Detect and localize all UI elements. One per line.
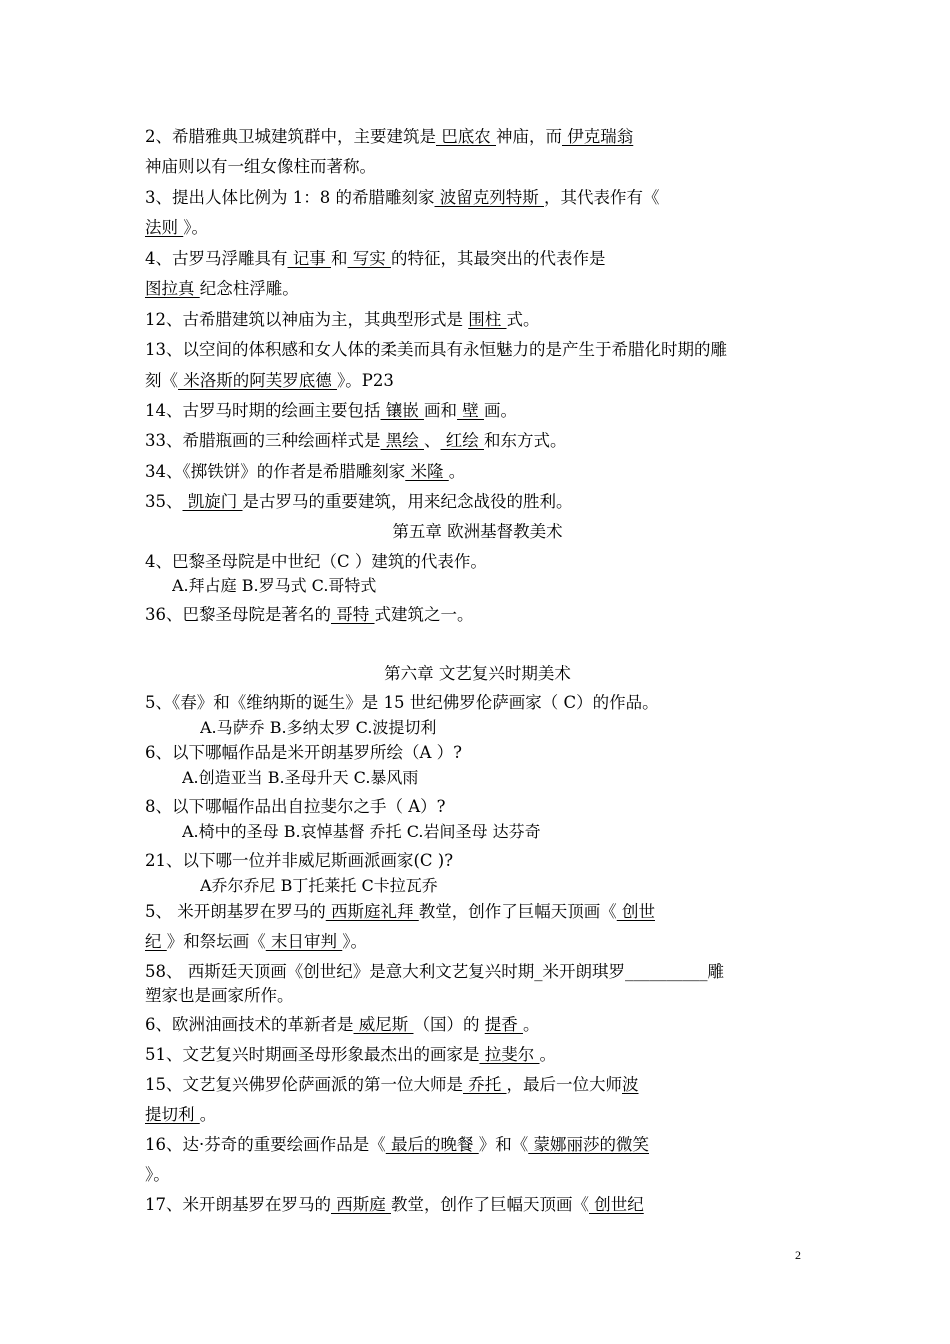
- question-line: [145, 339, 810, 361]
- line-text: 》和祭坛画《: [166, 932, 266, 951]
- line-text: （国）的: [413, 1015, 485, 1034]
- answer-blank: 西斯庭礼拜: [325, 902, 419, 921]
- line-text: 21、以下哪一位并非威尼斯画派画家(C )?: [145, 851, 454, 870]
- chapter-heading: [145, 521, 810, 543]
- answer-options: [172, 575, 837, 597]
- question-line: [145, 156, 810, 178]
- question-line: [145, 1074, 810, 1096]
- line-text: 35、: [145, 492, 183, 511]
- line-text: 。: [199, 1105, 217, 1124]
- answer-blank: 法则: [145, 218, 184, 237]
- line-text: 和东方式。: [484, 431, 567, 450]
- line-text: 的特征，其最突出的代表作是: [391, 249, 606, 268]
- line-text: 5、 米开朗基罗在罗马的: [145, 902, 326, 921]
- question-line: [145, 1014, 810, 1036]
- answer-blank: 米隆: [405, 462, 449, 481]
- answer-blank: 提香: [484, 1015, 523, 1034]
- question-line: [145, 309, 810, 331]
- line-text: 是古罗马的重要建筑，用来纪念战役的胜利。: [242, 492, 573, 511]
- answer-options: [182, 767, 847, 789]
- question-line: [145, 217, 810, 239]
- answer-blank: 最后的晚餐: [385, 1135, 479, 1154]
- answer-options: [200, 717, 865, 739]
- line-text: 式建筑之一。: [374, 605, 474, 624]
- answer-blank: 末日审判: [265, 932, 343, 951]
- line-text: 4、巴黎圣母院是中世纪（C ）建筑的代表作。: [145, 552, 487, 571]
- chapter-heading: [145, 663, 810, 685]
- line-text: 17、米开朗基罗在罗马的: [145, 1195, 331, 1214]
- line-text: A乔尔乔尼 B丁托莱托 C卡拉瓦乔: [200, 876, 438, 895]
- line-text: 33、希腊瓶画的三种绘画样式是: [145, 431, 381, 450]
- line-text: 14、古罗马时期的绘画主要包括: [145, 401, 381, 420]
- question-line: [145, 742, 810, 764]
- line-text: 。: [539, 1045, 556, 1064]
- line-text: 画和: [424, 401, 457, 420]
- answer-blank: 蒙娜丽莎的微笑: [528, 1135, 649, 1154]
- line-text: 神庙则以有一组女像柱而著称。: [145, 157, 376, 176]
- question-line: [145, 491, 810, 513]
- line-text: 6、以下哪幅作品是米开朗基罗所绘（A ）?: [145, 743, 463, 762]
- question-line: [145, 370, 810, 392]
- line-text: 和: [331, 249, 348, 268]
- answer-blank: 记事: [287, 249, 331, 268]
- answer-blank: 西斯庭: [331, 1195, 391, 1214]
- answer-blank: 围柱: [468, 310, 507, 329]
- answer-blank: 凯旋门: [182, 492, 243, 511]
- line-text: 第五章 欧洲基督教美术: [392, 522, 563, 541]
- line-text: 12、古希腊建筑以神庙为主，其典型形式是: [145, 310, 469, 329]
- line-text: 8、以下哪幅作品出自拉斐尔之手（ A）?: [145, 797, 446, 816]
- answer-blank: 乔托: [463, 1075, 507, 1094]
- line-text: A.马萨乔 B.多纳太罗 C.波提切利: [200, 718, 437, 737]
- question-line: [145, 850, 810, 872]
- question-line: [145, 901, 810, 923]
- line-text: 纪念柱浮雕。: [199, 279, 299, 298]
- line-text: A.椅中的圣母 B.哀悼基督 乔托 C.岩间圣母 达芬奇: [182, 822, 541, 841]
- question-line: [145, 400, 810, 422]
- answer-blank: 创世: [616, 902, 655, 921]
- line-text: 》和《: [478, 1135, 529, 1154]
- answer-blank: 哥特: [331, 605, 375, 624]
- answer-blank: 波留克列特斯: [434, 188, 544, 207]
- answer-blank: 红绘: [440, 431, 484, 450]
- line-text: 5、《春》和《维纳斯的诞生》是 15 世纪佛罗伦萨画家（ C）的作品。: [145, 693, 659, 712]
- question-line: [145, 248, 810, 270]
- answer-blank: 镶嵌: [380, 401, 424, 420]
- answer-blank: 创世纪: [589, 1195, 644, 1214]
- line-text: 塑家也是画家所作。: [145, 986, 294, 1005]
- question-line: [145, 551, 810, 573]
- answer-blank: 波: [622, 1075, 639, 1094]
- page-number: 2: [795, 1248, 801, 1262]
- line-text: 》。: [145, 1165, 170, 1184]
- answer-blank: 巴底农: [436, 127, 496, 146]
- line-text: 6、欧洲油画技术的革新者是: [145, 1015, 354, 1034]
- line-text: 第六章 文艺复兴时期美术: [384, 664, 571, 683]
- question-line: [145, 126, 810, 148]
- line-text: 教堂，创作了巨幅天顶画《: [391, 1195, 589, 1214]
- line-text: 》。: [183, 218, 208, 237]
- line-text: 、: [424, 431, 441, 450]
- line-text: 》。P23: [337, 371, 394, 390]
- question-line: [145, 278, 810, 300]
- line-text: 4、古罗马浮雕具有: [145, 249, 288, 268]
- question-line: [145, 692, 810, 714]
- answer-blank: 图拉真: [145, 279, 200, 298]
- line-text: A.创造亚当 B.圣母升天 C.暴风雨: [182, 768, 419, 787]
- line-text: 。: [448, 462, 466, 481]
- line-text: 36、巴黎圣母院是著名的: [145, 605, 331, 624]
- answer-blank: 提切利: [145, 1105, 200, 1124]
- line-text: 神庙，而: [496, 127, 562, 146]
- question-line: [145, 430, 810, 452]
- line-text: ，最后一位大师: [506, 1075, 622, 1094]
- line-text: 画。: [484, 401, 517, 420]
- line-text: 13、以空间的体积感和女人体的柔美而具有永恒魅力的是产生于希腊化时期的雕: [145, 340, 727, 359]
- answer-blank: 纪: [145, 932, 167, 951]
- line-text: 16、达·芬奇的重要绘画作品是《: [145, 1135, 386, 1154]
- line-text: ，其代表作有《: [543, 188, 660, 207]
- line-text: A.拜占庭 B.罗马式 C.哥特式: [172, 576, 377, 595]
- answer-blank: 写实: [347, 249, 391, 268]
- answer-options: [182, 821, 847, 843]
- line-text: 58、 西斯廷天顶画《创世纪》是意大利文艺复兴时期_米开朗琪罗__________雕: [145, 962, 724, 981]
- line-text: 。: [523, 1015, 540, 1034]
- answer-blank: 拉斐尔: [479, 1045, 540, 1064]
- answer-options: [200, 875, 865, 897]
- line-text: 》。: [342, 932, 367, 951]
- question-line: [145, 985, 810, 1007]
- answer-blank: 米洛斯的阿芙罗底德: [178, 371, 337, 390]
- question-line: [145, 461, 810, 483]
- question-line: [145, 1044, 810, 1066]
- question-line: [145, 1194, 810, 1216]
- question-line: [145, 796, 810, 818]
- line-text: 34、《掷铁饼》的作者是希腊雕刻家: [145, 462, 406, 481]
- line-text: 式。: [506, 310, 540, 329]
- line-text: 2、希腊雅典卫城建筑群中，主要建筑是: [145, 127, 436, 146]
- line-text: 3、提出人体比例为 1：8 的希腊雕刻家: [145, 188, 435, 207]
- question-line: [145, 187, 810, 209]
- line-text: 51、文艺复兴时期画圣母形象最杰出的画家是: [145, 1045, 480, 1064]
- answer-blank: 伊克瑞翁: [562, 127, 634, 146]
- line-text: 教堂，创作了巨幅天顶画《: [418, 902, 617, 921]
- line-text: 15、文艺复兴佛罗伦萨画派的第一位大师是: [145, 1075, 463, 1094]
- question-line: [145, 604, 810, 626]
- answer-blank: 威尼斯: [353, 1015, 414, 1034]
- question-line: [145, 1134, 810, 1156]
- line-text: 刻《: [145, 371, 178, 390]
- question-line: [145, 1104, 810, 1126]
- question-line: [145, 1164, 810, 1186]
- answer-blank: 壁: [457, 401, 484, 420]
- answer-blank: 黑绘: [380, 431, 424, 450]
- question-line: [145, 931, 810, 953]
- question-line: [145, 961, 810, 983]
